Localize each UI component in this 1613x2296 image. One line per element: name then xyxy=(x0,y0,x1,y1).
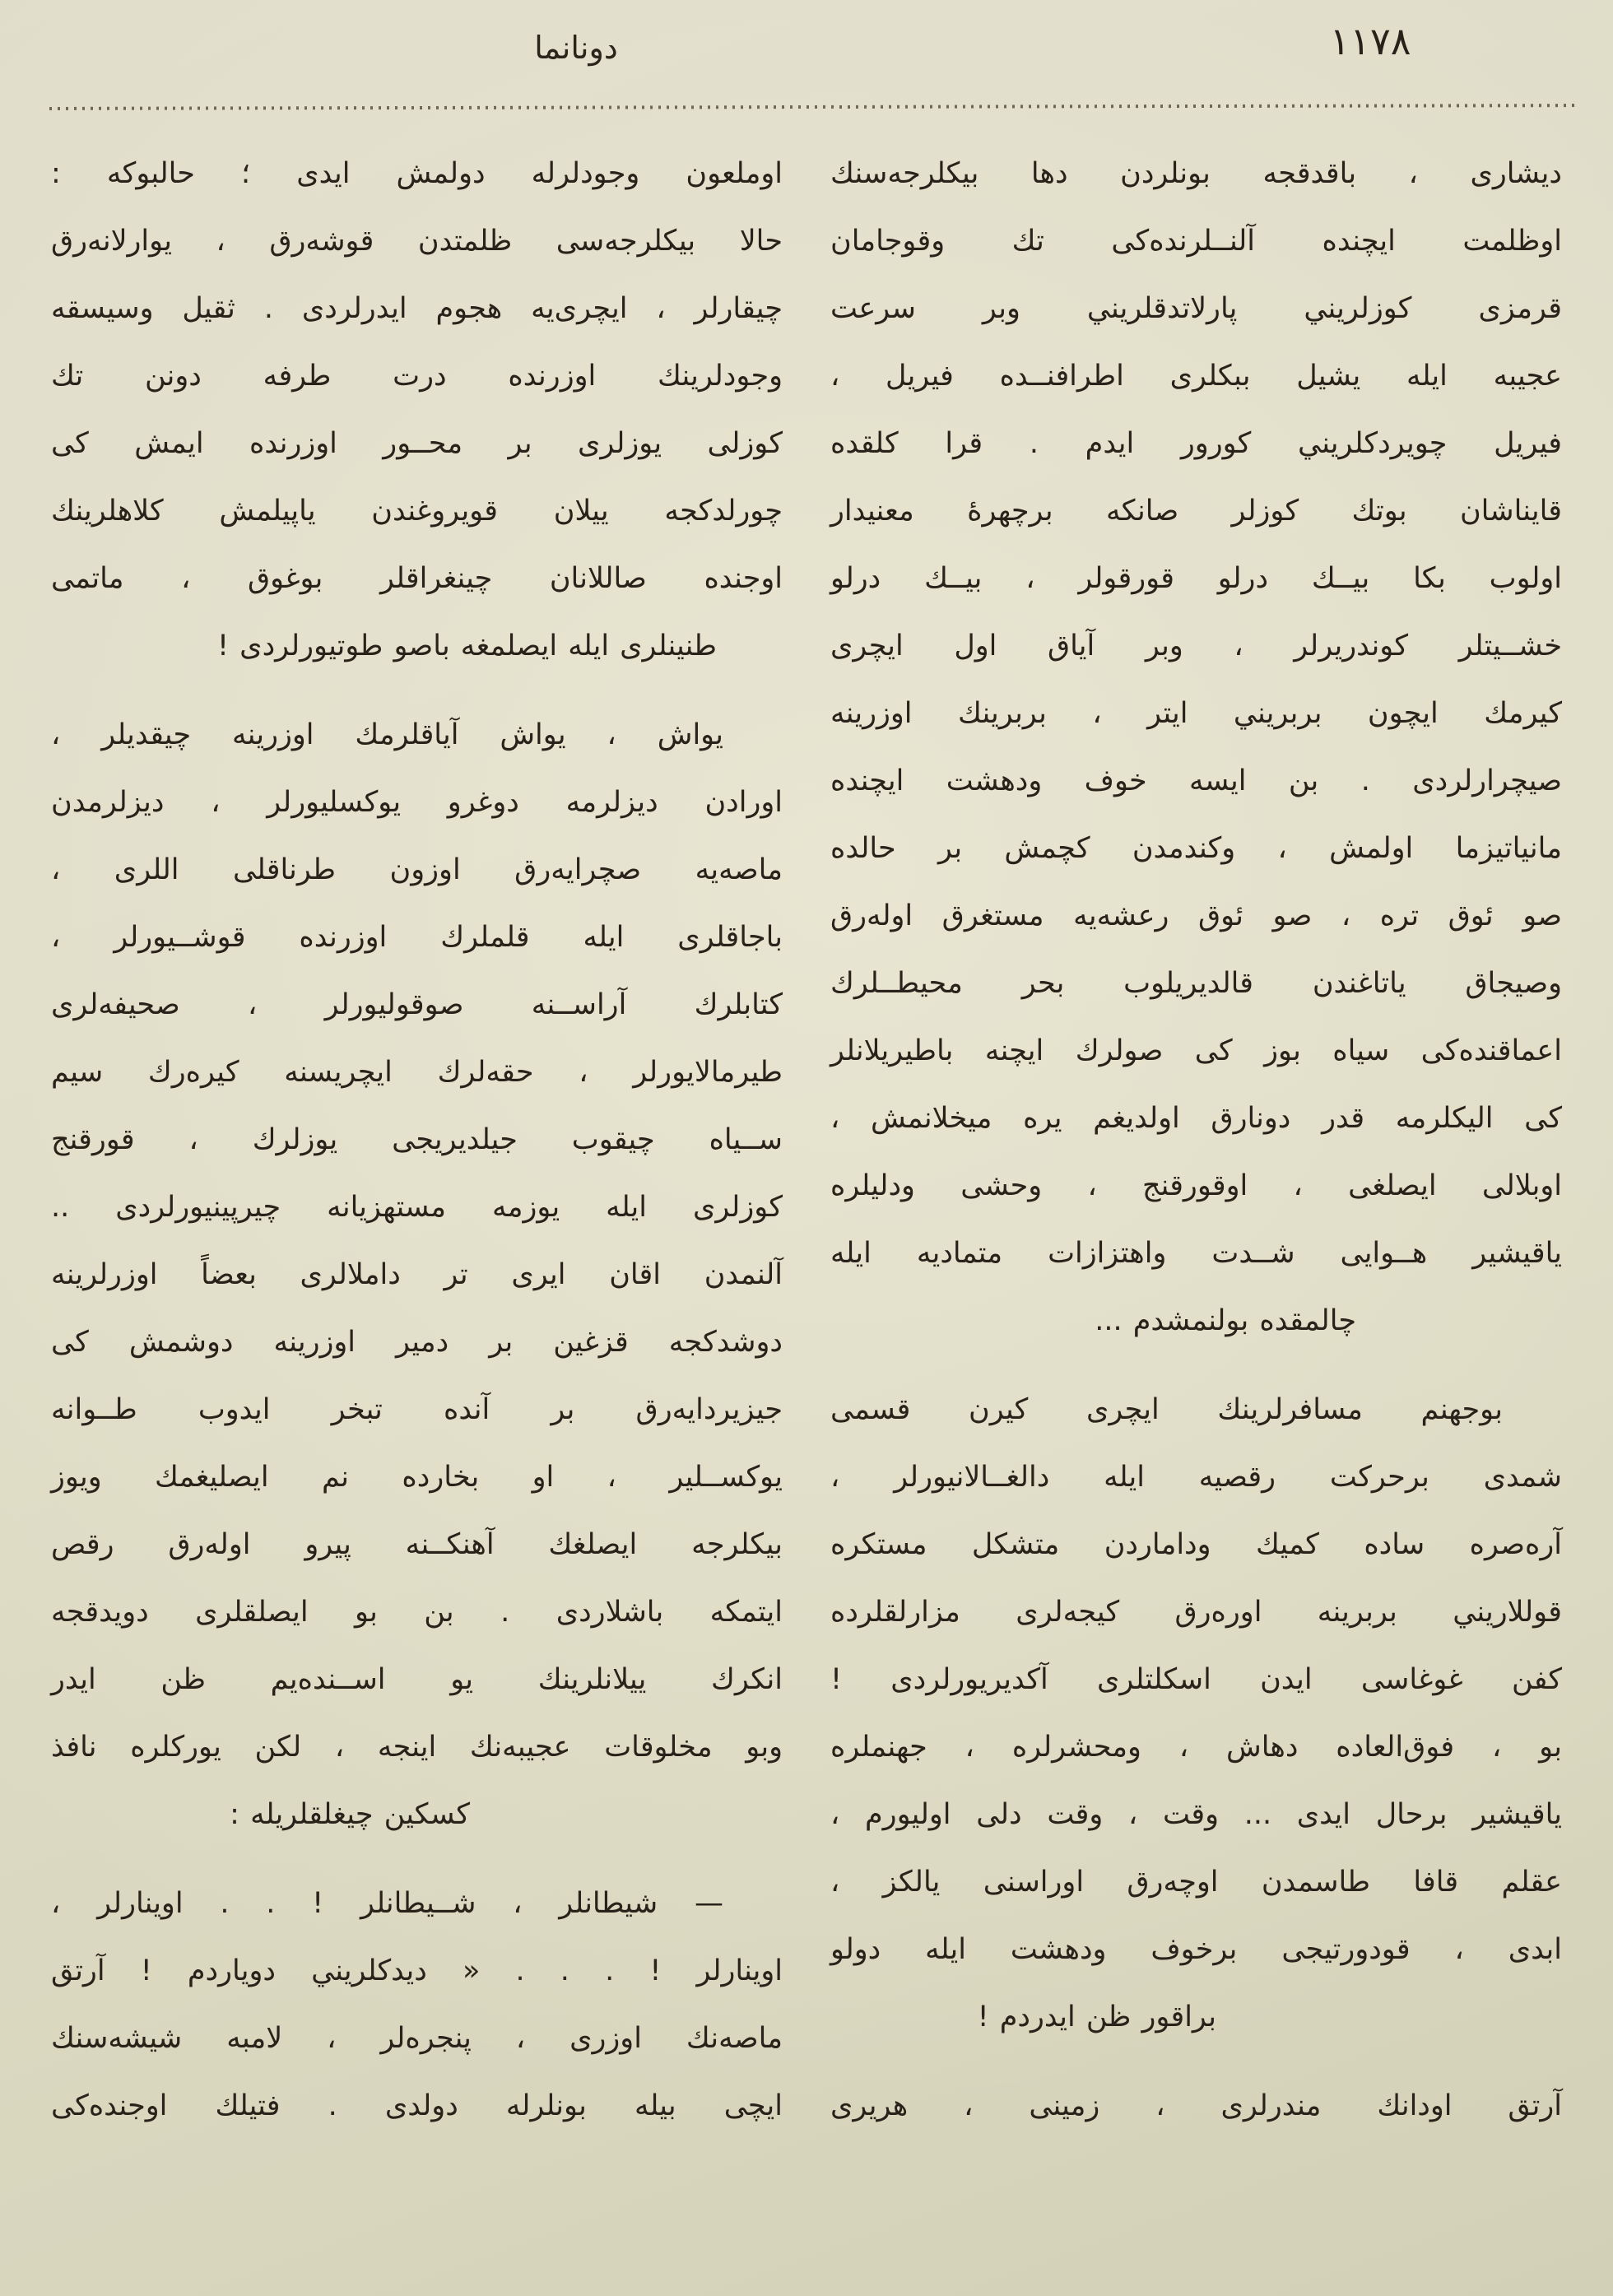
text-line: اعماقنده‌كى سياه بوز كى صولرك ايچنه باطيريلانلر xyxy=(830,1034,1562,1067)
text-columns xyxy=(51,140,1562,2161)
text-line: اوجنده صاللانان چينغراقلر بوغوق ، ماتمى xyxy=(51,562,783,595)
text-line: صيچرارلردى . بن ايسه خوف ودهشت ايچنده xyxy=(830,765,1562,797)
text-line: ســياه چيقوب جيلديريجى يوزلرك ، قورقنج xyxy=(51,1123,783,1156)
paragraph xyxy=(830,1376,1562,2051)
text-line: ماصه‌نك اوزرى ، پنجره‌لر ، لامبه شيشه‌سنك xyxy=(51,2022,783,2055)
text-line: آرتق اودانك مندرلرى ، زمينى ، هريرى xyxy=(830,2089,1562,2122)
text-line: اولوب بكا بيــك درلو قورقولر ، بيــك درلو xyxy=(830,562,1562,595)
text-line: خشــيتلر كوندريرلر ، وبر آياق اول ايچرى xyxy=(830,630,1562,662)
text-line: اوملعون وجودلرله دولمش ايدى ؛ حالبوكه : xyxy=(51,157,783,190)
text-line: كى اليكلرمه قدر دونارق اولديغم يره ميخلانمش ، xyxy=(830,1102,1562,1135)
text-line: ايچى بيله بونلرله دولدى . فتيلك اوجنده‌كى xyxy=(51,2089,783,2122)
text-line: يوكســلير ، او بخارده نم ايصليغمك ويوز xyxy=(51,1461,783,1494)
text-line: بوجهنم مسافرلرينك ايچرى كيرن قسمى xyxy=(830,1393,1503,1426)
text-line: كوزلرى ايله يوزمه مستهزيانه چيرپينيورلردى .. xyxy=(51,1191,783,1224)
text-line: براقور ظن ايدردم ! xyxy=(977,2001,1216,2033)
text-line: ياقيشير برحال ايدى ... وقت ، وقت دلى اوليورم ، xyxy=(830,1798,1562,1831)
header-divider xyxy=(49,104,1575,110)
text-line: چورلدكجه ييلان قويروغندن ياپيلمش كلاهلرينك xyxy=(51,495,783,528)
paragraph xyxy=(51,701,783,1848)
text-line: شمدى برحركت رقصيه ايله دالغــالانيورلر ، xyxy=(830,1461,1562,1494)
text-line: فيريل چويردكلريني كورور ايدم . قرا كلقده xyxy=(830,427,1562,460)
text-line: انكرك ييلانلرينك يو اســنده‌يم ظن ايدر xyxy=(51,1663,783,1696)
paragraph xyxy=(51,1870,783,2140)
text-line: كتابلرك آراســنه صوقوليورلر ، صحيفه‌لرى xyxy=(51,988,783,1021)
text-line: — شيطانلر ، شــيطانلر ! . . اوينارلر ، xyxy=(51,1887,723,1920)
text-line: وجودلرينك اوزرنده درت طرفه دونن تك xyxy=(51,360,783,393)
text-line: حالا بيكلرجه‌سى ظلمتدن قوشه‌رق ، يوارلانه‌رق xyxy=(51,225,783,258)
text-line: مانياتيزما اولمش ، وكندمدن كچمش بر حالده xyxy=(830,832,1562,865)
text-line: قوللاريني بربرينه اوره‌رق كيجه‌لرى مزارلقلرده xyxy=(830,1596,1562,1629)
column-right xyxy=(830,140,1562,2161)
text-line: چيقارلر ، ايچرى‌يه هجوم ايدرلردى . ثقيل وسيسقه xyxy=(51,292,783,325)
journal-title: دونانما xyxy=(534,30,618,66)
text-line: طيرمالايورلر ، حقه‌لرك ايچريسنه كيره‌رك سيم xyxy=(51,1056,783,1089)
paragraph xyxy=(51,140,783,680)
text-line: جيزيردايه‌رق بر آنده تبخر ايدوب طــوانه xyxy=(51,1393,783,1426)
paragraph xyxy=(830,140,1562,1355)
text-line: ايتمكه باشلاردى . بن بو ايصلقلرى دويدقجه xyxy=(51,1596,783,1629)
text-line: كفن غوغاسى ايدن اسكلتلرى آكديريورلردى ! xyxy=(830,1663,1562,1696)
text-line: چالمقده بولنمشدم ... xyxy=(1095,1304,1356,1337)
text-line: دوشدكجه قزغين بر دمير اوزرينه دوشمش كى xyxy=(51,1326,783,1359)
text-line: كسكين چيغلقلريله : xyxy=(230,1798,470,1831)
text-line: ماصه‌يه صچرايه‌رق اوزون طرناقلى اللرى ، xyxy=(51,853,783,886)
text-line: اوينارلر ! . . . « ديدكلريني دوياردم ! آرتق xyxy=(51,1954,783,1987)
paragraph xyxy=(830,2072,1562,2140)
text-line: ياقيشير هــوايى شــدت واهتزازات متماديه ايله xyxy=(830,1237,1562,1270)
text-line: ابدى ، قودورتيجى برخوف ودهشت ايله دولو xyxy=(830,1933,1562,1966)
text-line: طنينلرى ايله ايصلمغه باصو طوتيورلردى ! xyxy=(217,630,717,662)
text-line: صو ئوق تره ، صو ئوق رعشه‌يه مستغرق اوله‌رق xyxy=(830,899,1562,932)
text-line: آره‌صره ساده كميك وداماردن متشكل مستكره xyxy=(830,1528,1562,1561)
column-left xyxy=(51,140,783,2161)
text-line: يواش ، يواش آياقلرمك اوزرينه چيقديلر ، xyxy=(51,718,723,751)
text-line: آلنمدن اقان ايرى تر داملالرى بعضاً اوزرلرينه xyxy=(51,1258,783,1291)
text-line: ديشارى ، باقدقجه بونلردن دها بيكلرجه‌سنك xyxy=(830,157,1562,190)
text-line: اورادن ديزلرمه دوغرو يوكسليورلر ، ديزلرمدن xyxy=(51,786,783,819)
text-line: قرمزى كوزلريني پارلاتدقلريني وبر سرعت xyxy=(830,292,1562,325)
text-line: وصيجاق ياتاغندن قالديريلوب بحر محيطــلرك xyxy=(830,967,1562,1000)
text-line: كوزلى يوزلرى بر محــور اوزرنده ايمش كى xyxy=(51,427,783,460)
page-number: ١١٧٨ xyxy=(1329,19,1411,63)
text-line: اوبلالى ايصلغى ، اوقورقنج ، وحشى ودليلره xyxy=(830,1169,1562,1202)
text-line: عجيبه ايله يشيل ببكلرى اطرافنــده فيريل ، xyxy=(830,360,1562,393)
text-line: بيكلرجه ايصلغك آهنكــنه پيرو اوله‌رق رقص xyxy=(51,1528,783,1561)
text-line: قايناشان بوتك كوزلر صانكه برچهرهٔ معنيدار xyxy=(830,495,1562,528)
text-line: اوظلمت ايچنده آلنــلرنده‌كى تك وقوجامان xyxy=(830,225,1562,258)
text-line: وبو مخلوقات عجيبه‌نك اينجه ، لكن يوركلره نافذ xyxy=(51,1731,783,1764)
text-line: عقلم قافا طاسمدن اوچه‌رق اوراسنى يالكز ، xyxy=(830,1866,1562,1899)
text-line: بو ، فوق‌العاده دهاش ، ومحشرلره ، جهنملره xyxy=(830,1731,1562,1764)
text-line: كيرمك ايچون بربريني ايتر ، بربرينك اوزرينه xyxy=(830,697,1562,730)
text-line: باجاقلرى ايله قلملرك اوزرنده قوشــيورلر ، xyxy=(51,921,783,954)
